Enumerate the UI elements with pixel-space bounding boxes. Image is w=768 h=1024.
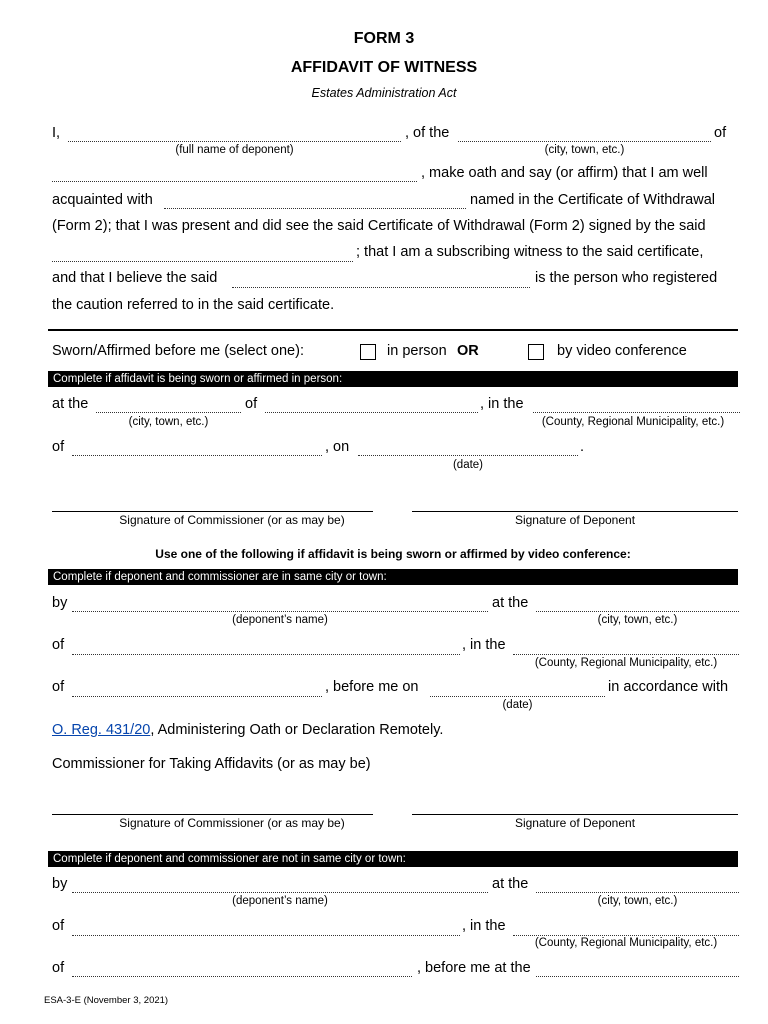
form-title: AFFIDAVIT OF WITNESS	[290, 59, 478, 76]
sc-county-field[interactable]	[513, 654, 739, 655]
text-before-me-at: , before me at the	[417, 960, 531, 976]
sc-date-field[interactable]	[430, 696, 605, 697]
location-field[interactable]	[52, 181, 417, 182]
regulation-link[interactable]: O. Reg. 431/20	[52, 722, 151, 738]
text-of2: of	[52, 439, 65, 455]
sc-city-field[interactable]	[536, 611, 739, 612]
text-accordance: in accordance with	[608, 679, 729, 695]
deponent-signature-label: Signature of Deponent	[514, 513, 636, 527]
text-period: .	[580, 439, 585, 455]
footer-form-id: ESA-3-E (November 3, 2021)	[44, 995, 169, 1006]
text-caution: the caution referred to in the said certificate.	[52, 297, 335, 313]
sc-municipality-field[interactable]	[72, 654, 460, 655]
caption-county: (County, Regional Municipality, etc.)	[534, 937, 718, 949]
in-person-bar: Complete if affidavit is being sworn or affirmed in person:	[48, 371, 738, 387]
regulation-text: , Administering Oath or Declaration Remotely.	[150, 722, 444, 738]
caption-city: (city, town, etc.)	[597, 895, 678, 907]
ip-date-field[interactable]	[358, 455, 578, 456]
text-form2: (Form 2); that I was present and did see the said Certificate of Withdrawal (Form 2) signed by the said	[52, 218, 706, 234]
sc-deponent-name-field[interactable]	[72, 611, 488, 612]
caption-name: (deponent’s name)	[232, 895, 328, 907]
text-registered: is the person who registered	[535, 270, 718, 286]
caption-county: (County, Regional Municipality, etc.)	[541, 416, 725, 428]
text-at-the: at the	[492, 876, 529, 892]
text-of2: of	[52, 960, 65, 976]
not-same-city-bar: Complete if deponent and commissioner are not in same city or town:	[48, 851, 738, 867]
caption-date: (date)	[502, 699, 533, 711]
section-divider	[48, 329, 738, 331]
commissioner-signature-label: Signature of Commissioner (or as may be)	[119, 513, 345, 527]
text-in-the: , in the	[462, 637, 506, 653]
nsc-county-field[interactable]	[513, 935, 739, 936]
same-city-bar: Complete if deponent and commissioner are in same city or town:	[48, 569, 738, 585]
commissioner-signature-line[interactable]	[52, 511, 373, 512]
regulation-line	[52, 722, 443, 738]
sworn-label: Sworn/Affirmed before me (select one):	[52, 343, 304, 359]
caption-full-name: (full name of deponent)	[175, 144, 294, 156]
text-i: I,	[52, 125, 61, 141]
nsc-municipality-field[interactable]	[72, 935, 460, 936]
text-by: by	[52, 876, 68, 892]
ip-province-field[interactable]	[72, 455, 322, 456]
video-heading: Use one of the following if affidavit is being sworn or affirmed by video conference:	[155, 547, 631, 561]
act-name: Estates Administration Act	[311, 86, 457, 100]
nsc-province-field[interactable]	[72, 976, 412, 977]
text-before-me-on: , before me on	[325, 679, 419, 695]
caption-name: (deponent’s name)	[232, 614, 328, 626]
commissioner-title: Commissioner for Taking Affidavits (or as may be)	[52, 756, 371, 772]
sc-commissioner-signature-line[interactable]	[52, 814, 373, 815]
nsc-deponent-name-field[interactable]	[72, 892, 488, 893]
in-person-checkbox[interactable]	[360, 344, 376, 360]
text-at-the: at the	[52, 396, 89, 412]
full-name-field[interactable]	[68, 141, 401, 142]
ip-county-field[interactable]	[533, 412, 740, 413]
text-on: , on	[325, 439, 350, 455]
text-in-the: , in the	[462, 918, 506, 934]
caption-city: (city, town, etc.)	[128, 416, 209, 428]
form-number: FORM 3	[353, 30, 415, 47]
person-named-field[interactable]	[164, 208, 466, 209]
text-acquainted: acquainted with	[52, 192, 153, 208]
signer-field[interactable]	[52, 261, 353, 262]
caption-date: (date)	[452, 459, 484, 471]
city-field[interactable]	[458, 141, 711, 142]
text-by: by	[52, 595, 68, 611]
text-believe: and that I believe the said	[52, 270, 218, 286]
text-in-the: , in the	[480, 396, 524, 412]
deponent-signature-line[interactable]	[412, 511, 738, 512]
text-subscribing: ; that I am a subscribing witness to the said certificate,	[356, 244, 704, 260]
video-conference-label: by video conference	[557, 343, 687, 359]
caption-city: (city, town, etc.)	[544, 144, 625, 156]
text-of-the: , of the	[405, 125, 450, 141]
caption-city: (city, town, etc.)	[597, 614, 678, 626]
ip-city-field[interactable]	[96, 412, 241, 413]
or-label: OR	[457, 343, 479, 359]
text-make-oath: , make oath and say (or affirm) that I am well	[421, 165, 708, 181]
sc-deponent-signature-label: Signature of Deponent	[514, 816, 636, 830]
text-named-in: named in the Certificate of Withdrawal	[470, 192, 715, 208]
nsc-location-field[interactable]	[536, 976, 739, 977]
video-conference-checkbox[interactable]	[528, 344, 544, 360]
registrant-field[interactable]	[232, 287, 530, 288]
text-of2: of	[52, 679, 65, 695]
in-person-label: in person	[387, 343, 447, 359]
text-at-the: at the	[492, 595, 529, 611]
text-of: of	[52, 918, 65, 934]
ip-municipality-field[interactable]	[265, 412, 478, 413]
text-of: of	[245, 396, 258, 412]
nsc-city-field[interactable]	[536, 892, 739, 893]
sc-deponent-signature-line[interactable]	[412, 814, 738, 815]
caption-county: (County, Regional Municipality, etc.)	[534, 657, 718, 669]
sc-province-field[interactable]	[72, 696, 322, 697]
text-of: of	[52, 637, 65, 653]
text-of: of	[714, 125, 727, 141]
sc-commissioner-signature-label: Signature of Commissioner (or as may be)	[119, 816, 345, 830]
